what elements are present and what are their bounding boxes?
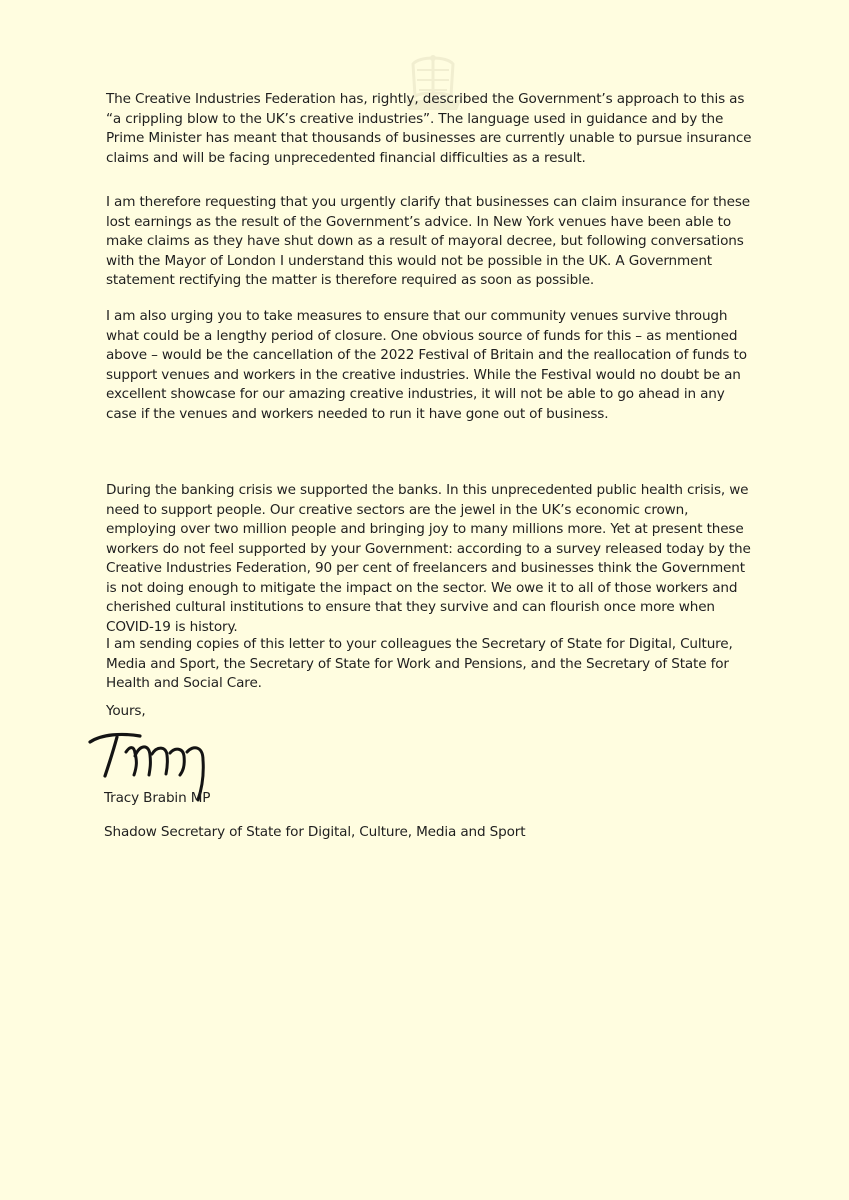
paragraph-insurance-impact: The Creative Industries Federation has, rightly, described the Government’s approach to this as “a crippling blow to the UK’s creative industries”. The language used in guidance and by the Prime Minister has meant that thousands of businesses are currently unable to pursue insurance claims and will be facing unprecedented financial difficulties as a result.	[106, 91, 752, 166]
paragraph-copies-sent: I am sending copies of this letter to your colleagues the Secretary of State for Digital, Culture, Media and Sport, the Secretary of State for Work and Pensions, and the Secretary of State for Health and Social Care.	[106, 636, 733, 691]
closing-salutation: Yours,	[106, 703, 146, 719]
paragraph-support-people: During the banking crisis we supported the banks. In this unprecedented public health crisis, we need to support people. Our creative sectors are the jewel in the UK’s economic crown, employing over two million people and bringing joy to many millions more. Yet at present these workers do not feel supported by your Government: according to a survey released today by the Creative Industries Federation, 90 per cent of freelancers and businesses think the Government is not doing enough to mitigate the impact on the sector. We owe it to all of those workers and cherished cultural institutions to ensure that they survive and can flourish once more when COVID-19 is history.	[106, 482, 751, 635]
paragraph-venue-funding: I am also urging you to take measures to ensure that our community venues survive through what could be a lengthy period of closure. One obvious source of funds for this – as mentioned above – would be the cancellation of the 2022 Festival of Britain and the reallocation of funds to support venues and workers in the creative industries. While the Festival would no doubt be an excellent showcase for our amazing creative industries, it will not be able to go ahead in any case if the venues and workers needed to run it have gone out of business.	[106, 308, 747, 422]
signatory-name: Tracy Brabin MP	[104, 790, 211, 806]
paragraph-insurance-request: I am therefore requesting that you urgently clarify that businesses can claim insurance for these lost earnings as the result of the Government’s advice. In New York venues have been able to make claims as they have shut down as a result of mayoral decree, but following conversations with the Mayor of London I understand this would not be possible in the UK. A Government statement rectifying the matter is therefore required as soon as possible.	[106, 194, 751, 288]
signatory-title: Shadow Secretary of State for Digital, Culture, Media and Sport	[104, 824, 526, 840]
